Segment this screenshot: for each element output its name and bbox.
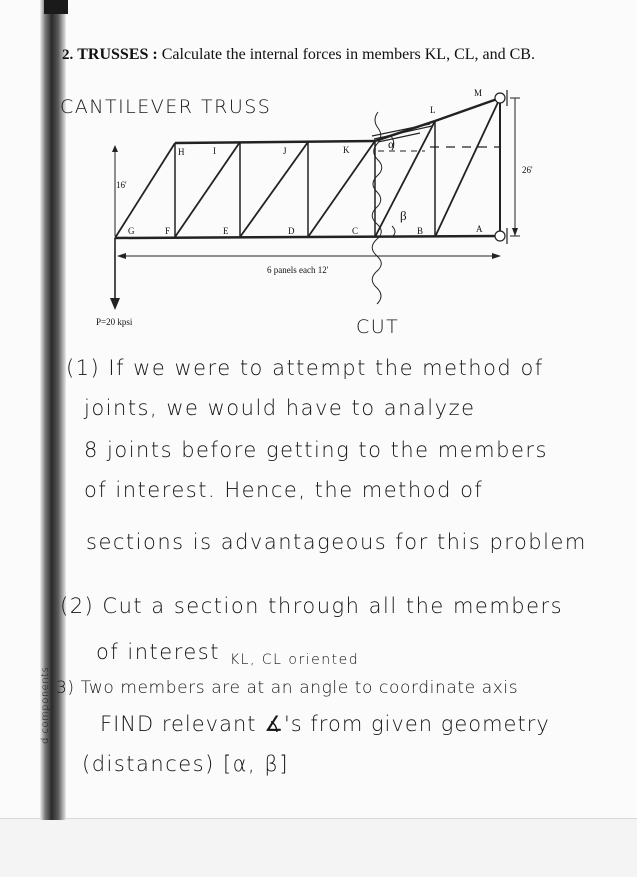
node-k: K (343, 145, 350, 155)
dim-bottom-label: 6 panels each 12' (267, 265, 329, 275)
node-f: F (165, 226, 171, 236)
note-line-9: 3) Two members are at an angle to coordinate axis (56, 678, 519, 698)
question-heading: TRUSSES : (77, 46, 158, 63)
angle-alpha-label: α (388, 137, 395, 151)
node-g: G (128, 226, 135, 236)
note-line-4: of interest. Hence, the method of (84, 478, 484, 502)
note-line-7: of interest (96, 640, 220, 664)
handwritten-title: CANTILEVER TRUSS (60, 96, 272, 118)
node-c: C (352, 226, 359, 236)
cut-label: CUT (356, 316, 400, 338)
question-prompt: Calculate the internal forces in members KL, CL, and CB. (161, 46, 535, 63)
dim-left-label: 16' (116, 180, 127, 190)
note-line-10: FIND relevant ∡'s from given geometry (100, 712, 550, 736)
node-e: E (223, 226, 229, 236)
note-line-2: joints, we would have to analyze (84, 396, 476, 420)
note-line-11: (distances) [α, β] (82, 752, 289, 776)
node-i: I (213, 146, 216, 156)
note-line-6: (2) Cut a section through all the members (60, 594, 564, 618)
node-labels (0, 0, 637, 360)
note-line-3: 8 joints before getting to the members (84, 438, 548, 462)
angle-beta-label: β (400, 208, 407, 223)
node-b: B (417, 226, 424, 236)
note-line-1: (1) If we were to attempt the method of (66, 356, 544, 380)
node-l: L (430, 105, 436, 115)
node-d: D (288, 226, 295, 236)
dim-right-label: 26' (522, 165, 533, 175)
question-number: 2. (62, 47, 74, 63)
node-h: H (178, 147, 185, 157)
note-line-8: KL, CL oriented (230, 652, 360, 668)
load-label: P=20 kpsi (96, 317, 133, 327)
node-j: J (283, 146, 287, 156)
page-bottom-margin (0, 818, 637, 877)
node-m: M (474, 88, 483, 98)
node-a: A (476, 224, 483, 234)
note-line-5: sections is advantageous for this problem (86, 530, 587, 554)
margin-note: d components (40, 666, 51, 744)
